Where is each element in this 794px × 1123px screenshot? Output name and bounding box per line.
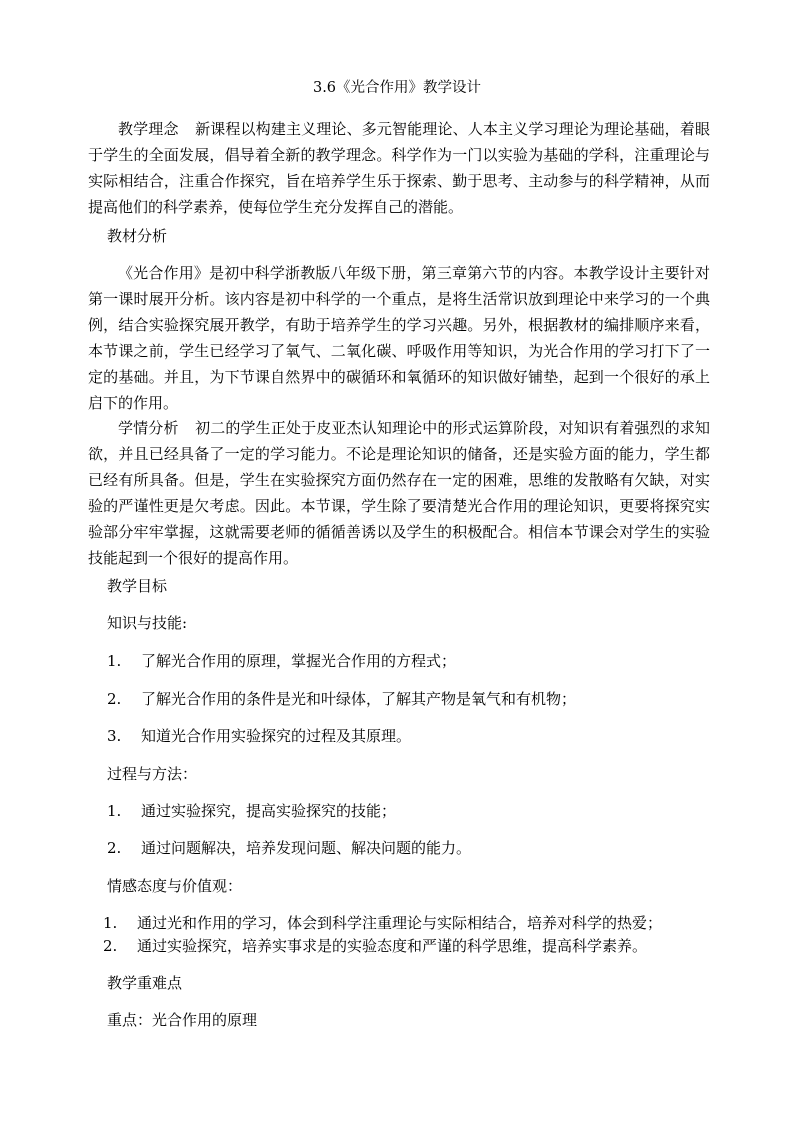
- page-title: 3.6《光合作用》教学设计: [312, 80, 482, 96]
- knowledge-item-1: 1. 了解光合作用的原理，掌握光合作用的方程式；: [107, 652, 457, 670]
- key-points-heading: 教学重难点: [107, 974, 183, 992]
- knowledge-item-3: 3. 知道光合作用实验探究的过程及其原理。: [107, 727, 412, 745]
- process-heading: 过程与方法：: [107, 765, 198, 783]
- process-item-2: 2. 通过问题解决，培养发现问题、解决问题的能力。: [107, 839, 472, 857]
- attitude-item-1: 1. 通过光和作用的学习，体会到科学注重理论与实际相结合，培养对科学的热爱；: [103, 914, 663, 932]
- philosophy-heading: 教学理念: [118, 120, 179, 138]
- philosophy-paragraph: [88, 116, 710, 220]
- attitude-heading: 情感态度与价值观：: [107, 877, 243, 895]
- students-text: 初二的学生正处于皮亚杰认知理论中的形式运算阶段，对知识有着强烈的求知欲，并且已经具备了一定的学习能力。不论是理论知识的储备，还是实验方面的能力，学生都已经有所具备。但是，学生在实验探究方面仍然存在一定的困难，思维的发散略有欠缺，对实验的严谨性更是欠考虑。因此。本节课，学生除了要清楚光合作用的理论知识，更要将探究实验部分牢牢掌握，这就需要老师的循循善诱以及学生的积极配合。相信本节课会对学生的实验技能起到一个很好的提高作用。: [88, 419, 710, 567]
- students-heading: 学情分析: [118, 419, 179, 437]
- process-item-1: 1. 通过实验探究，提高实验探究的技能；: [107, 802, 397, 820]
- material-paragraph: [88, 260, 710, 416]
- philosophy-text: 新课程以构建主义理论、多元智能理论、人本主义学习理论为理论基础，着眼于学生的全面发展，倡导着全新的教学理念。科学作为一门以实验为基础的学科，注重理论与实际相结合，注重合作探究，旨在培养学生乐于探索、勤于思考、主动参与的科学精神，从而提高他们的科学素养，使每位学生充分发挥自己的潜能。: [88, 120, 710, 216]
- knowledge-heading: 知识与技能:: [107, 614, 188, 632]
- material-text: 《光合作用》是初中科学浙教版八年级下册，第三章第六节的内容。本教学设计主要针对第一课时展开分析。该内容是初中科学的一个重点，是将生活常识放到理论中来学习的一个典例，结合实验探究展开教学，有助于培养学生的学习兴趣。另外，根据教材的编排顺序来看，本节课之前，学生已经学习了氧气、二氧化碳、呼吸作用等知识，为光合作用的学习打下了一定的基础。并且，为下节课自然界中的碳循环和氧循环的知识做好铺垫，起到一个很好的承上启下的作用。: [88, 264, 710, 412]
- knowledge-item-2: 2. 了解光合作用的条件是光和叶绿体，了解其产物是氧气和有机物；: [107, 690, 577, 708]
- material-heading: 教材分析: [107, 227, 168, 245]
- key-points-focus: 重点：光合作用的原理: [107, 1011, 258, 1029]
- goals-heading: 教学目标: [107, 577, 168, 595]
- attitude-item-2: 2. 通过实验探究，培养实事求是的实验态度和严谨的科学思维，提高科学素养。: [103, 937, 648, 955]
- students-paragraph: [88, 415, 710, 571]
